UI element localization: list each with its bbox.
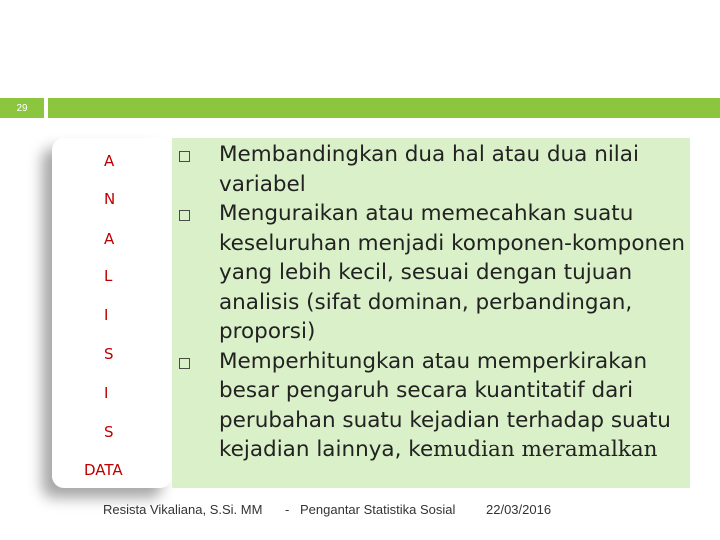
vertical-letter: S [104, 345, 114, 363]
vertical-letter-data: DATA [84, 461, 123, 479]
vertical-letter: A [104, 230, 115, 248]
vertical-letter: I [104, 384, 109, 402]
bullet-item [176, 199, 686, 347]
footer-date: 22/03/2016 [486, 502, 552, 517]
bullet-text: Menguraikan atau memecahkan suatu keseluruhan menjadi komponen-komponen yang lebih kecil, sesuai dengan tujuan analisis (sifat dominan, perbandingan, proporsi) [219, 201, 685, 344]
bullet-item [176, 347, 686, 465]
footer-course: Pengantar Statistika Sosial [300, 502, 456, 517]
footer-separator: - [285, 502, 290, 517]
slide-number: 29 [0, 98, 44, 118]
vertical-letter: I [104, 306, 109, 324]
vertical-letter: N [104, 190, 116, 208]
square-bullet-icon [179, 358, 190, 369]
bullet-text: Memperhitungkan atau memperkirakan besar pengaruh secara kuantitatif dari perubahan suatu kejadian terhadap suatu kejadian lainnya, ke [219, 348, 671, 462]
vertical-letter: L [104, 267, 113, 285]
bullet-text: Membandingkan dua hal atau dua nilai variabel [219, 142, 639, 197]
bullet-text-serif: mudian meramalkan [433, 437, 658, 462]
footer-author: Resista Vikaliana, S.Si. MM [103, 502, 263, 517]
vertical-letter: S [104, 423, 114, 441]
bullet-list [176, 140, 686, 465]
header-bar [48, 98, 720, 118]
bullet-item [176, 140, 686, 199]
square-bullet-icon [179, 151, 190, 162]
square-bullet-icon [179, 210, 190, 221]
vertical-letter: A [104, 152, 115, 170]
